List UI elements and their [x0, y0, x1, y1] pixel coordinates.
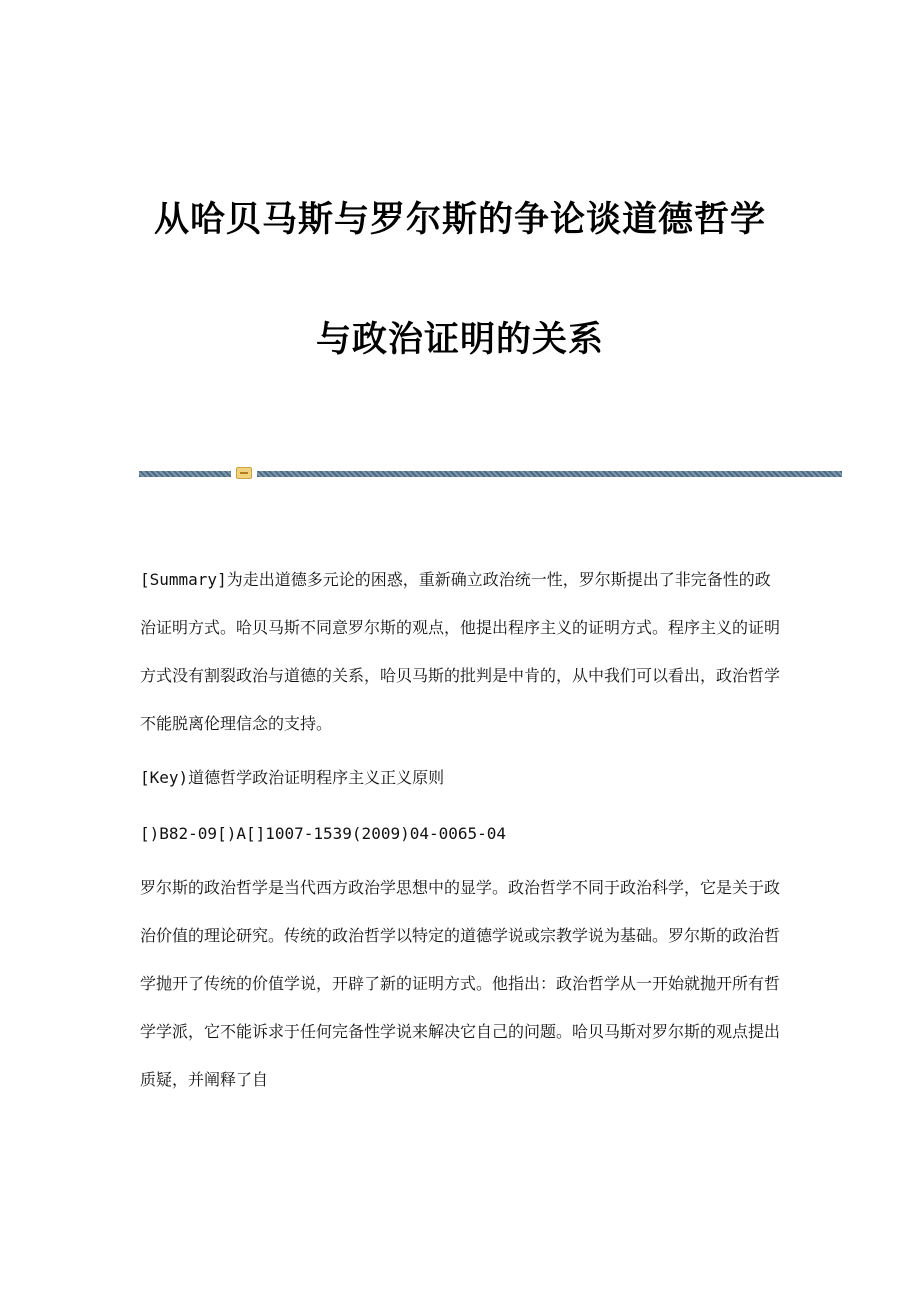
keywords-line: [Key)道德哲学政治证明程序主义正义原则 [140, 768, 445, 787]
document-title-line-2: 与政治证明的关系 [315, 319, 604, 360]
divider-bar-left [139, 471, 231, 477]
document-title-line-1: 从哈贝马斯与罗尔斯的争论谈道德哲学 [153, 199, 766, 240]
title-divider [139, 466, 842, 478]
intro-paragraph: 罗尔斯的政治哲学是当代西方政治学思想中的显学。政治哲学不同于政治科学，它是关于政治价值的理论研究。传统的政治哲学以特定的道德学说或宗教学说为基础。罗尔斯的政治哲学抛开了传统的价值学说，开辟了新的证明方式。他指出：政治哲学从一开始就抛开所有哲学学派，它不能诉求于任何完备性学说来解决它自己的问题。哈贝马斯对罗尔斯的观点提出质疑，并阐释了自 [140, 878, 781, 1089]
divider-bar-right [257, 471, 842, 477]
divider-emblem-icon [236, 467, 252, 479]
summary-paragraph: [Summary]为走出道德多元论的困惑，重新确立政治统一性，罗尔斯提出了非完备性的政治证明方式。哈贝马斯不同意罗尔斯的观点，他提出程序主义的证明方式。程序主义的证明方式没有割裂政治与道德的关系，哈贝马斯的批判是中肯的，从中我们可以看出，政治哲学不能脱离伦理信念的支持。 [140, 570, 781, 733]
classification-line: [)B82-09[)A[]1007-1539(2009)04-0065-04 [140, 824, 507, 843]
